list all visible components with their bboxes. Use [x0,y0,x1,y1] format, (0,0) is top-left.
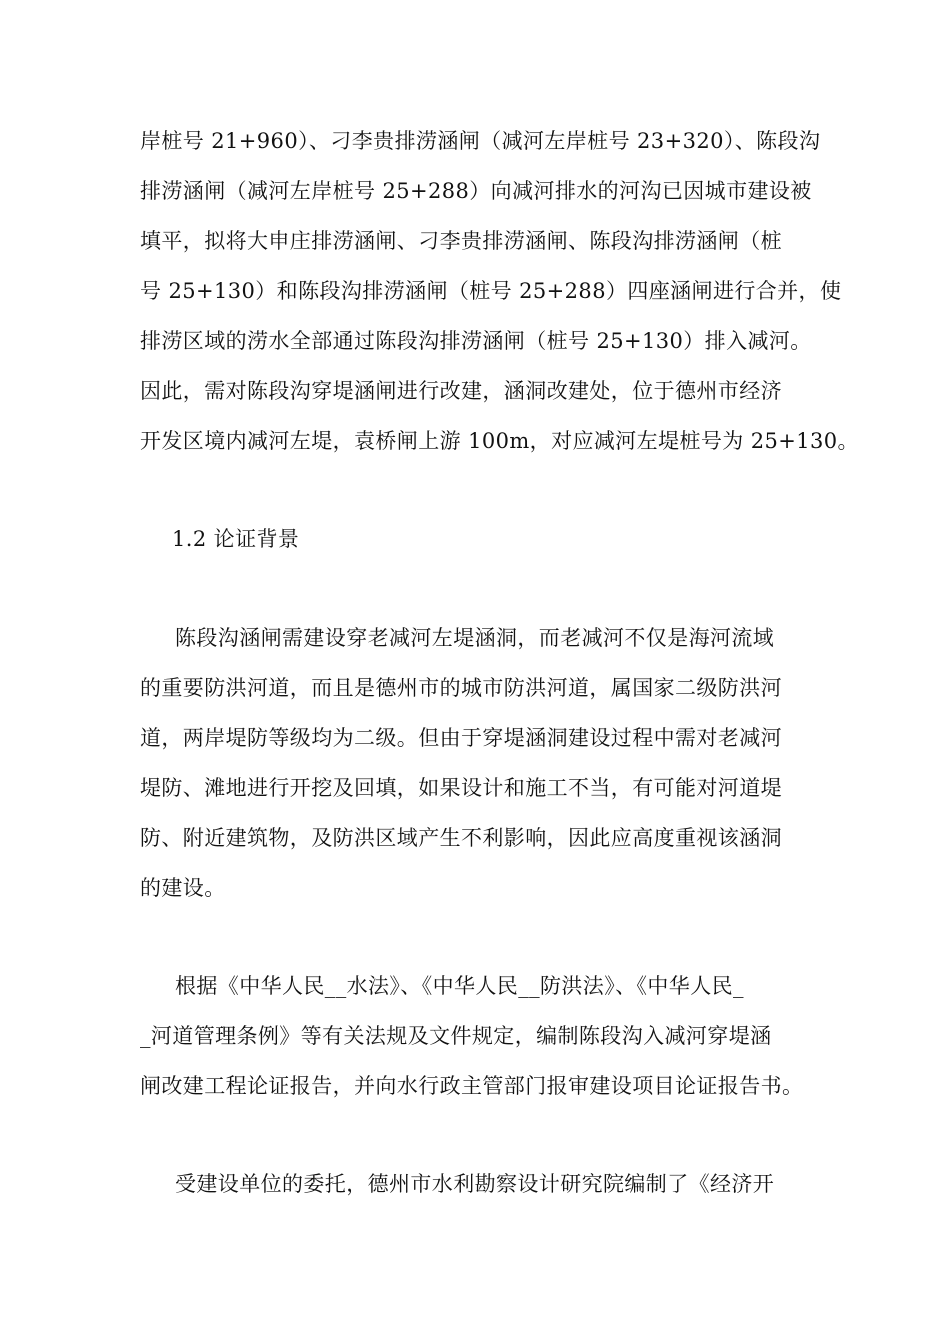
text-line: 受建设单位的委托，德州市水利勘察设计研究院编制了《经济开 [175,1172,775,1196]
section-heading: 1.2 论证背景 [172,527,300,551]
text-line: 排涝区域的涝水全部通过陈段沟排涝涵闸（桩号 25+130）排入减河。 [140,329,812,353]
text-line: 根据《中华人民__水法》、《中华人民__防洪法》、《中华人民_ [175,974,744,998]
text-line: 开发区境内减河左堤，袁桥闸上游 100m，对应减河左堤桩号为 25+130。 [140,429,859,453]
text-line: 的建设。 [140,876,226,900]
text-line: 因此，需对陈段沟穿堤涵闸进行改建，涵洞改建处，位于德州市经济 [140,379,782,403]
text-line: 排涝涵闸（减河左岸桩号 25+288）向减河排水的河沟已因城市建设被 [140,179,812,203]
text-line: 岸桩号 21+960）、刁李贵排涝涵闸（减河左岸桩号 23+320）、陈段沟 [140,129,821,153]
text-line: 陈段沟涵闸需建设穿老减河左堤涵洞，而老减河不仅是海河流域 [175,626,775,650]
text-line: _河道管理条例》等有关法规及文件规定，编制陈段沟入减河穿堤涵 [140,1024,772,1048]
text-line: 的重要防洪河道，而且是德州市的城市防洪河道，属国家二级防洪河 [140,676,782,700]
text-line: 号 25+130）和陈段沟排涝涵闸（桩号 25+288）四座涵闸进行合并，使 [140,279,842,303]
text-line: 堤防、滩地进行开挖及回填，如果设计和施工不当，有可能对河道堤 [140,776,782,800]
text-line: 填平，拟将大申庄排涝涵闸、刁李贵排涝涵闸、陈段沟排涝涵闸（桩 [140,229,782,253]
text-line: 防、附近建筑物，及防洪区域产生不利影响，因此应高度重视该涵洞 [140,826,782,850]
text-line: 道，两岸堤防等级均为二级。但由于穿堤涵洞建设过程中需对老减河 [140,726,782,750]
text-line: 闸改建工程论证报告，并向水行政主管部门报审建设项目论证报告书。 [140,1074,804,1098]
